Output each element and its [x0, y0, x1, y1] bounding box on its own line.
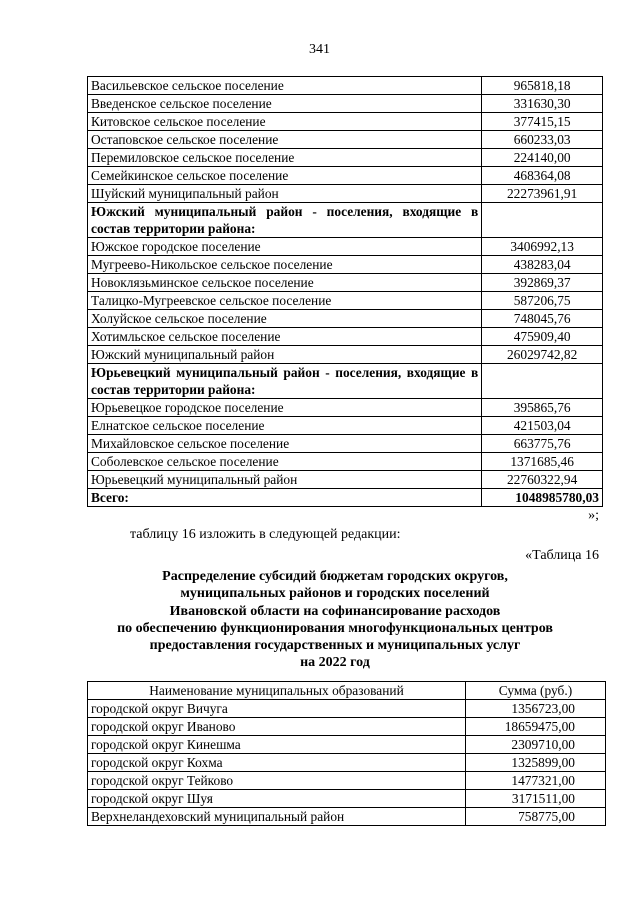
amount-cell: 475909,40 — [482, 328, 603, 346]
caption-line: по обеспечению функционирования многофункциональных центров — [117, 620, 553, 636]
amount-cell: 587206,75 — [482, 292, 603, 310]
table-row — [88, 95, 603, 113]
column-header-sum: Сумма (руб.) — [466, 682, 606, 700]
amount-cell: 421503,04 — [482, 417, 603, 435]
caption-line: Ивановской области на софинансирование расходов — [169, 603, 501, 619]
amount-cell: 1477321,00 — [466, 772, 606, 790]
table-row — [88, 310, 603, 328]
amount-cell: 468364,08 — [482, 167, 603, 185]
municipality-name: Южский муниципальный район — [88, 346, 482, 364]
municipality-name: городской округ Иваново — [88, 718, 466, 736]
table-row — [88, 131, 603, 149]
amount-cell: 377415,15 — [482, 113, 603, 131]
municipality-name: Китовское сельское поселение — [88, 113, 482, 131]
municipality-name: Верхнеландеховский муниципальный район — [88, 808, 466, 826]
municipality-name: Юрьевецкое городское поселение — [88, 399, 482, 417]
amount-cell: 1356723,00 — [466, 700, 606, 718]
municipality-name: Соболевское сельское поселение — [88, 453, 482, 471]
table-row — [88, 328, 603, 346]
table-row — [88, 149, 603, 167]
amount-cell — [482, 364, 603, 399]
municipality-name: Южский муниципальный район - поселения, входящие в состав территории района: — [88, 203, 482, 238]
municipality-name: Талицко-Мугреевское сельское поселение — [88, 292, 482, 310]
table-row — [88, 346, 603, 364]
municipality-name: Перемиловское сельское поселение — [88, 149, 482, 167]
table-row — [88, 274, 603, 292]
table-row — [88, 754, 606, 772]
caption-line: Распределение субсидий бюджетам городских округов, — [162, 569, 508, 584]
municipality-name: Шуйский муниципальный район — [88, 185, 482, 203]
amount-cell: 224140,00 — [482, 149, 603, 167]
caption-line: предоставления государственных и муниципальных услуг — [149, 638, 521, 654]
caption-line: на 2022 год — [300, 655, 370, 671]
municipality-name: городской округ Кохма — [88, 754, 466, 772]
table-row — [88, 417, 603, 435]
amount-cell: 438283,04 — [482, 256, 603, 274]
amount-cell — [482, 203, 603, 238]
amount-cell: 1371685,46 — [482, 453, 603, 471]
municipality-name: Васильевское сельское поселение — [88, 77, 482, 95]
table-row — [88, 185, 603, 203]
municipality-name: Юрьевецкий муниципальный район — [88, 471, 482, 489]
municipality-name: Елнатское сельское поселение — [88, 417, 482, 435]
table-16 — [87, 681, 606, 826]
table-row — [88, 718, 606, 736]
amount-cell: 748045,76 — [482, 310, 603, 328]
amount-cell: 395865,76 — [482, 399, 603, 417]
table-row — [88, 772, 606, 790]
table-row — [88, 790, 606, 808]
table-section-row — [88, 203, 603, 238]
amount-cell: 663775,76 — [482, 435, 603, 453]
amount-cell: 2309710,00 — [466, 736, 606, 754]
amount-cell: 392869,37 — [482, 274, 603, 292]
table-row — [88, 292, 603, 310]
municipality-name: Мугреево-Никольское сельское поселение — [88, 256, 482, 274]
table-caption — [40, 568, 630, 672]
municipality-name: городской округ Вичуга — [88, 700, 466, 718]
table-header-row — [88, 682, 606, 700]
amount-cell: 331630,30 — [482, 95, 603, 113]
municipality-name: Введенское сельское поселение — [88, 95, 482, 113]
table-row — [88, 736, 606, 754]
amount-cell: 22273961,91 — [482, 185, 603, 203]
table-row — [88, 238, 603, 256]
municipality-name: городской округ Тейково — [88, 772, 466, 790]
column-header-name: Наименование муниципальных образований — [88, 682, 466, 700]
municipality-name: городской округ Шуя — [88, 790, 466, 808]
table-row — [88, 435, 603, 453]
intro-text: таблицу 16 изложить в следующей редакции: — [130, 527, 401, 542]
table-16-body — [88, 682, 606, 826]
subsidy-table-continued — [87, 76, 603, 507]
table-row — [88, 399, 603, 417]
municipality-name: Юрьевецкий муниципальный район - поселения, входящие в состав территории района: — [88, 364, 482, 399]
amount-cell: 3406992,13 — [482, 238, 603, 256]
table-row — [88, 77, 603, 95]
amount-cell: 965818,18 — [482, 77, 603, 95]
municipality-name: городской округ Кинешма — [88, 736, 466, 754]
table-row — [88, 700, 606, 718]
total-label: Всего: — [88, 489, 482, 507]
table-row — [88, 256, 603, 274]
subsidy-table-body — [88, 77, 603, 507]
table-label: «Таблица 16 — [525, 548, 599, 563]
caption-line: муниципальных районов и городских поселений — [180, 586, 490, 602]
amount-cell: 758775,00 — [466, 808, 606, 826]
table-row — [88, 167, 603, 185]
page-number: 341 — [309, 42, 330, 57]
table-row — [88, 471, 603, 489]
municipality-name: Остаповское сельское поселение — [88, 131, 482, 149]
closing-quote: »; — [588, 508, 599, 523]
amount-cell: 26029742,82 — [482, 346, 603, 364]
total-row — [88, 489, 603, 507]
municipality-name: Новоклязьминское сельское поселение — [88, 274, 482, 292]
amount-cell: 660233,03 — [482, 131, 603, 149]
table-row — [88, 808, 606, 826]
total-amount: 1048985780,03 — [482, 489, 603, 507]
amount-cell: 1325899,00 — [466, 754, 606, 772]
municipality-name: Семейкинское сельское поселение — [88, 167, 482, 185]
table-section-row — [88, 364, 603, 399]
municipality-name: Хотимльское сельское поселение — [88, 328, 482, 346]
municipality-name: Михайловское сельское поселение — [88, 435, 482, 453]
municipality-name: Южское городское поселение — [88, 238, 482, 256]
table-row — [88, 113, 603, 131]
table-row — [88, 453, 603, 471]
municipality-name: Холуйское сельское поселение — [88, 310, 482, 328]
amount-cell: 3171511,00 — [466, 790, 606, 808]
amount-cell: 18659475,00 — [466, 718, 606, 736]
amount-cell: 22760322,94 — [482, 471, 603, 489]
